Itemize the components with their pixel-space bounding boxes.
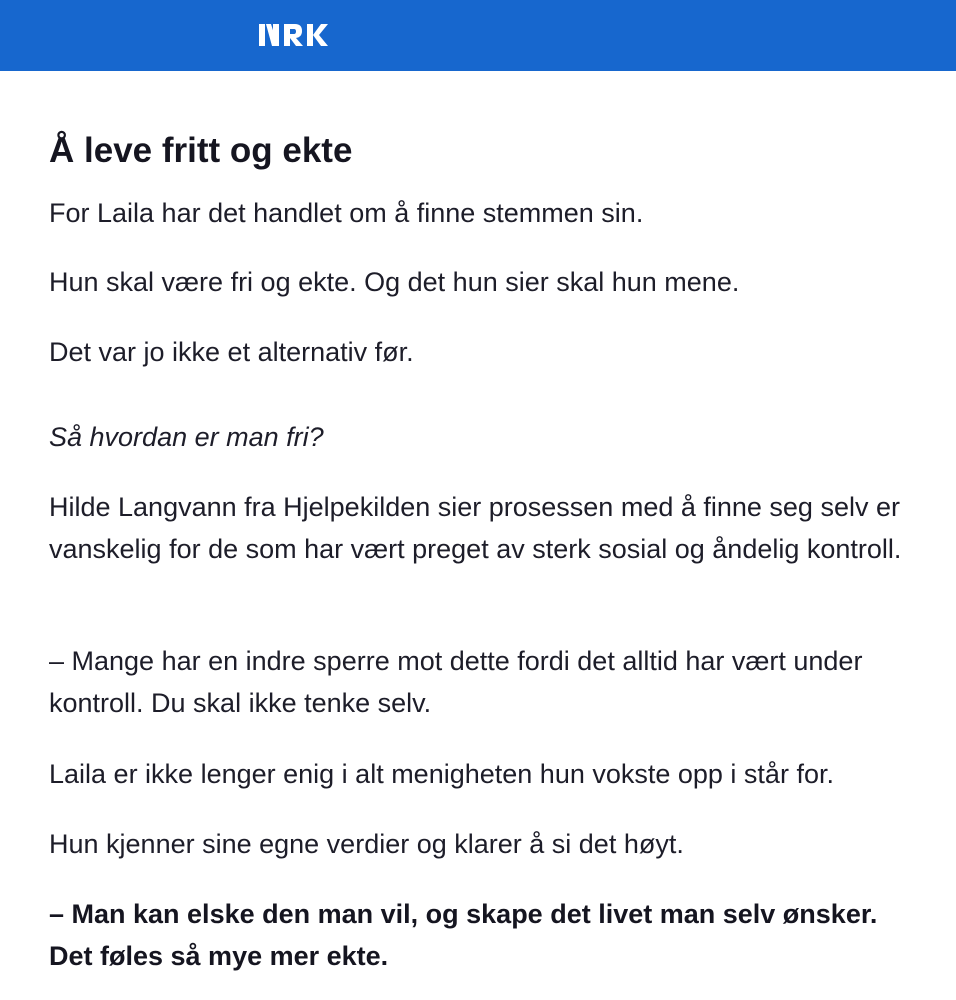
subheading-question: Så hvordan er man fri? <box>49 422 324 452</box>
paragraph: Hun skal være fri og ekte. Og det hun sier skal hun mene. <box>49 267 740 297</box>
paragraph: For Laila har det handlet om å finne stemmen sin. <box>49 198 644 228</box>
top-bar <box>0 0 956 71</box>
quote-paragraph: – Mange har en indre sperre mot dette fordi det alltid har vært under kontroll. Du skal ikke tenke selv. <box>49 646 863 718</box>
nrk-logo-text <box>258 48 259 49</box>
paragraph: Hilde Langvann fra Hjelpekilden sier prosessen med å finne seg selv er vanskelig for de som har vært preget av sterk sosial og åndelig kontroll. <box>49 492 902 564</box>
nrk-logo-icon <box>258 22 330 48</box>
article-heading: Å leve fritt og ekte <box>49 131 353 170</box>
paragraph: Hun kjenner sine egne verdier og klarer å si det høyt. <box>49 829 684 859</box>
nrk-logo[interactable] <box>258 22 330 48</box>
paragraph: Laila er ikke lenger enig i alt menigheten hun vokste opp i står for. <box>49 759 834 789</box>
bold-quote-paragraph: – Man kan elske den man vil, og skape det livet man selv ønsker. Det føles så mye mer ekte. <box>49 899 878 971</box>
paragraph: Det var jo ikke et alternativ før. <box>49 337 414 367</box>
